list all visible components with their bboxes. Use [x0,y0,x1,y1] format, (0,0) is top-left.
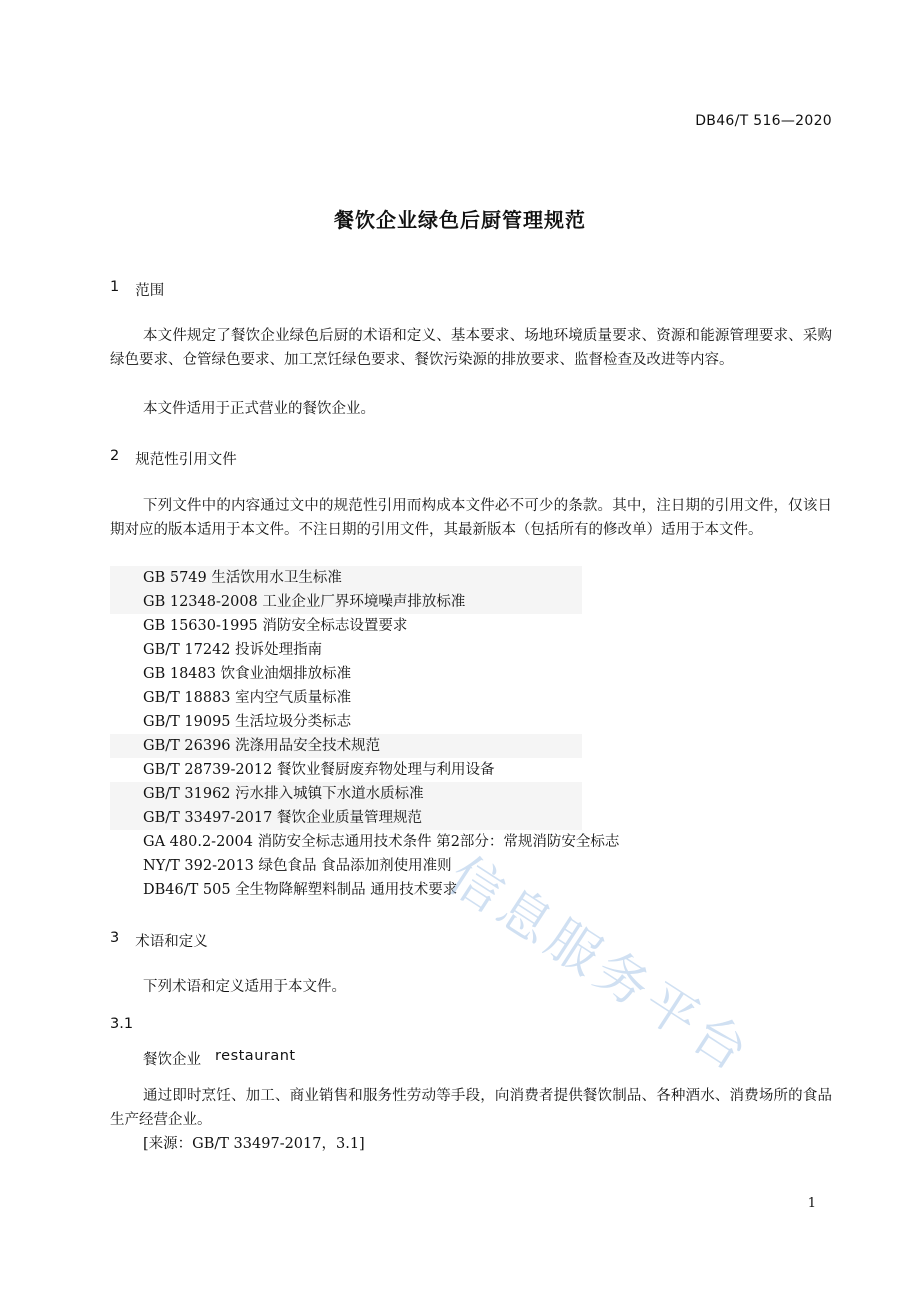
list-item: GB/T 33497-2017 餐饮企业质量管理规范 [110,806,832,830]
list-item: GB/T 17242 投诉处理指南 [143,642,323,658]
list-item: DB46/T 505 全生物降解塑料制品 通用技术要求 [143,882,458,898]
term-definition: 通过即时烹饪、加工、商业销售和服务性劳动等手段，向消费者提供餐饮制品、各种酒水、消费场所的食品生产经营企业。 [110,1088,832,1128]
list-item: GB 5749 生活饮用水卫生标准 [110,566,832,590]
scope-paragraph-2: 本文件适用于正式营业的餐饮企业。 [143,401,375,417]
term-entry [143,1048,296,1069]
terms-intro: 下列术语和定义适用于本文件。 [143,979,346,995]
watermark-text: 信息服务平台 [437,845,763,1085]
list-item: GB/T 26396 洗涤用品安全技术规范 [110,734,832,758]
list-item: GB/T 19095 生活垃圾分类标志 [143,714,352,730]
subsection-number: 3.1 [110,1016,134,1032]
document-header-code: DB46/T 516—2020 [695,113,832,129]
list-item: GA 480.2-2004 消防安全标志通用技术条件 第2部分：常规消防安全标志 [143,834,620,850]
section-title: 范围 [135,283,165,299]
term-english: restaurant [215,1048,296,1064]
section-title: 规范性引用文件 [135,452,237,468]
section-number: 1 [110,279,120,295]
list-item: GB 15630-1995 消防安全标志设置要求 [143,618,408,634]
list-item: GB 18483 饮食业油烟排放标准 [143,666,352,682]
scope-paragraph-1: 本文件规定了餐饮企业绿色后厨的术语和定义、基本要求、场地环境质量要求、资源和能源管理要求、采购绿色要求、仓管绿色要求、加工烹饪绿色要求、餐饮污染源的排放要求、监督检查及改进等内容。 [110,328,832,368]
section-title: 术语和定义 [135,934,208,950]
list-item: GB/T 18883 室内空气质量标准 [143,690,352,706]
section-heading-normative-refs [110,448,237,469]
normative-refs-intro: 下列文件中的内容通过文中的规范性引用而构成本文件必不可少的条款。其中，注日期的引用文件，仅该日期对应的版本适用于本文件。不注日期的引用文件，其最新版本（包括所有的修改单）适用于本文件。 [110,498,832,538]
term-source: [来源：GB/T 33497-2017，3.1] [143,1136,365,1152]
list-item: GB/T 31962 污水排入城镇下水道水质标准 [110,782,832,806]
page-number: 1 [807,1196,816,1211]
list-item: GB 12348-2008 工业企业厂界环境噪声排放标准 [110,590,832,614]
term-chinese: 餐饮企业 [143,1052,201,1068]
list-item: GB/T 28739-2012 餐饮业餐厨废弃物处理与利用设备 [143,762,495,778]
reference-list [110,566,832,902]
section-number: 2 [110,448,120,464]
section-heading-terms [110,930,208,951]
list-item: NY/T 392-2013 绿色食品 食品添加剂使用准则 [143,858,452,874]
section-number: 3 [110,930,120,946]
section-heading-scope [110,279,164,300]
document-title: 餐饮企业绿色后厨管理规范 [334,208,586,232]
